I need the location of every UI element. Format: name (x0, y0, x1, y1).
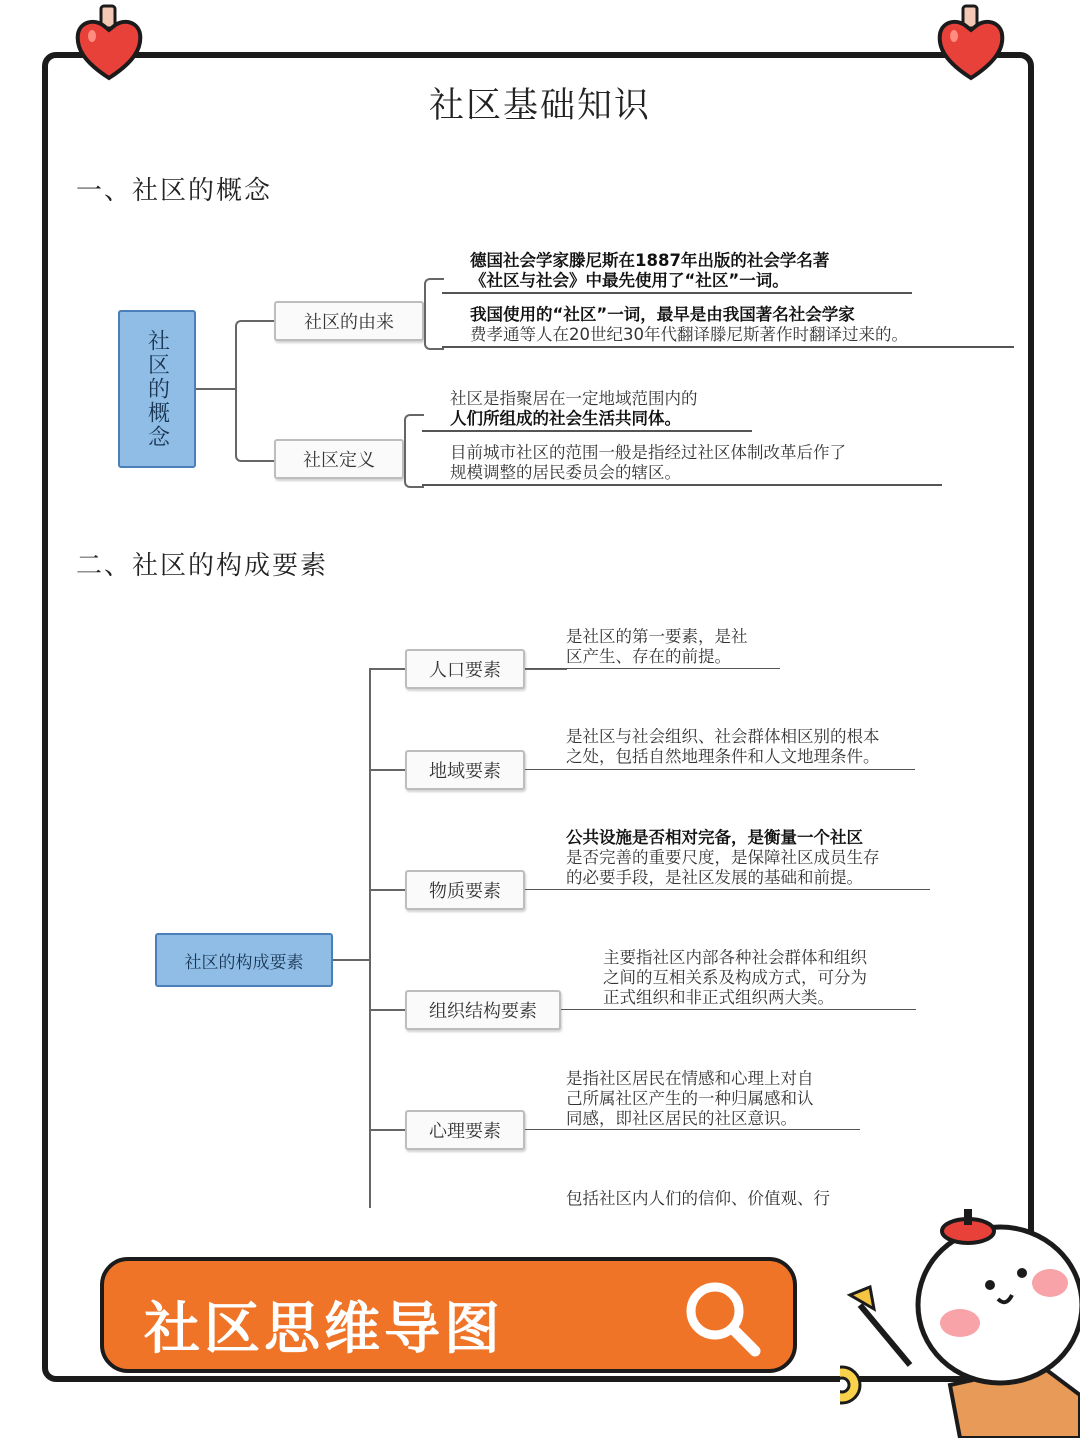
node-text-origin-2: 我国使用的“社区”一词，最早是由我国著名社会学家 费孝通等人在20世纪30年代翻译滕尼斯著作时翻译过来的。 (470, 305, 908, 344)
cat-mascot-icon (840, 1195, 1080, 1438)
heart-pin-icon (936, 4, 1006, 82)
search-icon[interactable] (679, 1275, 763, 1359)
underline (525, 769, 915, 770)
node-territory: 地域要素 (405, 750, 525, 790)
page-title: 社区基础知识 (428, 86, 651, 126)
connector-line (369, 1129, 407, 1131)
connector-line (333, 959, 371, 961)
connector-bracket (404, 414, 424, 488)
mindmap-root-concept: 社区的概念 (118, 310, 196, 468)
node-text-territory: 是社区与社会组织、社会群体相区别的根本 之处，包括自然地理条件和人文地理条件。 (566, 727, 880, 766)
connector-line (369, 769, 407, 771)
node-definition: 社区定义 (274, 439, 404, 479)
underline (525, 889, 930, 890)
connector-bracket (235, 320, 277, 462)
node-psychology: 心理要素 (405, 1110, 525, 1150)
underline (525, 668, 780, 669)
underline (442, 292, 912, 294)
section-heading-elements: 二、社区的构成要素 (76, 551, 329, 581)
node-text-culture: 包括社区内人们的信仰、价值观、行 (566, 1189, 830, 1208)
node-text-organization: 主要指社区内部各种社会群体和组织 之间的互相关系及构成方式，可分为 正式组织和非正式组织两大类。 (603, 948, 867, 1007)
node-organization: 组织结构要素 (405, 990, 561, 1030)
search-banner[interactable] (100, 1257, 797, 1373)
section-heading-concept: 一、社区的概念 (76, 176, 273, 206)
node-text-definition-2: 目前城市社区的范围一般是指经过社区体制改革后作了 规模调整的居民委员会的辖区。 (450, 443, 846, 482)
heart-pin-icon (74, 4, 144, 82)
node-text-population: 是社区的第一要素，是社 区产生、存在的前提。 (566, 627, 748, 666)
connector-trunk (369, 668, 371, 1208)
node-material: 物质要素 (405, 870, 525, 910)
underline (442, 346, 1014, 348)
node-text-origin-1: 德国社会学家滕尼斯在1887年出版的社会学名著 《社区与社会》中最先使用了“社区”一词。 (470, 251, 830, 290)
underline (422, 484, 942, 486)
search-banner-label: 社区思维导图 (144, 1297, 504, 1362)
node-population: 人口要素 (405, 649, 525, 689)
underline (561, 1009, 916, 1010)
connector-line (369, 889, 407, 891)
connector-bracket (424, 278, 444, 350)
node-text-material: 公共设施是否相对完备，是衡量一个社区 是否完善的重要尺度，是保障社区成员生存 的必要手段，是社区发展的基础和前提。 (566, 828, 880, 887)
underline (422, 430, 752, 432)
mindmap-root-elements: 社区的构成要素 (155, 933, 333, 987)
connector-line (369, 1009, 407, 1011)
node-origin: 社区的由来 (274, 301, 424, 341)
underline (525, 1129, 860, 1130)
node-text-psychology: 是指社区居民在情感和心理上对自 己所属社区产生的一种归属感和认 同感，即社区居民的社区意识。 (566, 1069, 814, 1128)
connector-line (369, 668, 407, 670)
node-text-definition-1: 社区是指聚居在一定地域范围内的 人们所组成的社会生活共同体。 (450, 389, 698, 428)
connector-line (196, 388, 236, 390)
